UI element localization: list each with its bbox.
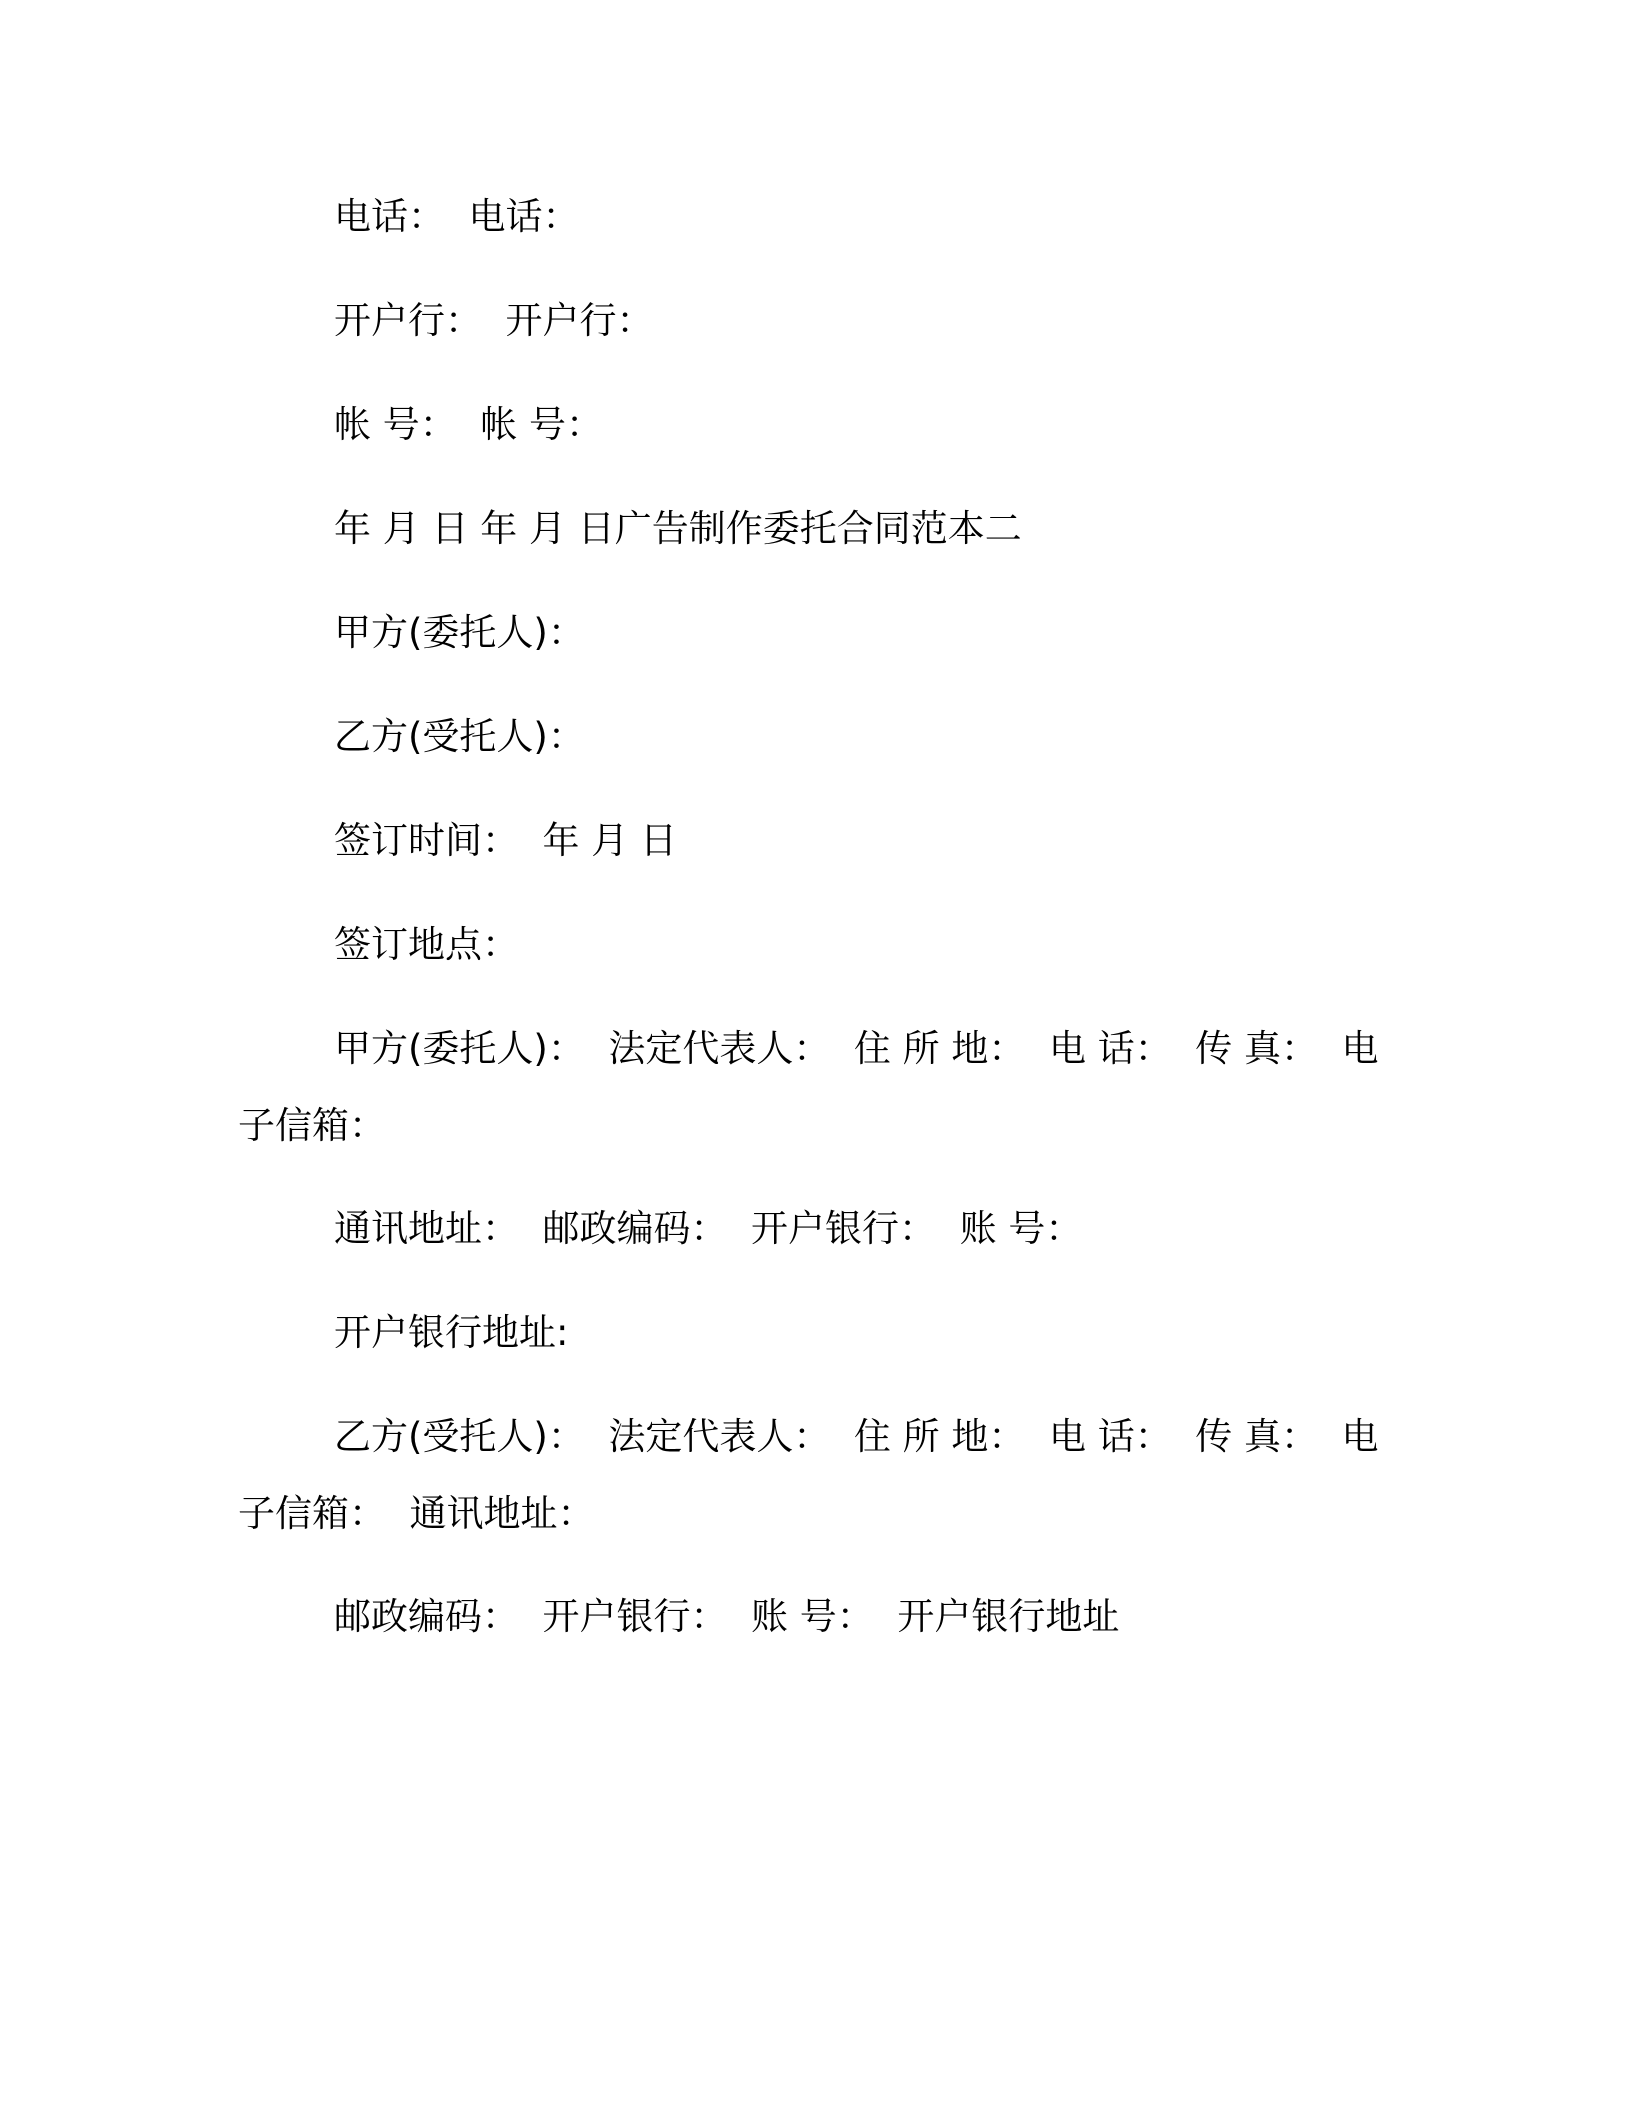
account-line: 帐 号： 帐 号： xyxy=(334,403,604,446)
party-b-details: 乙方(受托人)： 法定代表人： 住 所 地： 电 话： 传 真： 电子信箱： 通讯地址： xyxy=(238,1415,1379,1535)
signing-place-line: 签订地点： xyxy=(334,923,519,966)
party-a-details: 甲方(委托人)： 法定代表人： 住 所 地： 电 话： 传 真： 电子信箱： xyxy=(238,1027,1379,1147)
signing-time-line: 签订时间： 年 月 日 xyxy=(334,819,678,862)
party-b-bank-line: 邮政编码： 开户银行： 账 号： 开户银行地址 xyxy=(334,1595,1120,1638)
party-a-line: 甲方(委托人)： xyxy=(334,611,585,654)
phone-line: 电话： 电话： xyxy=(334,195,580,238)
bank-line: 开户行： 开户行： xyxy=(334,299,654,342)
party-b-line: 乙方(受托人)： xyxy=(334,715,585,758)
party-a-address-line: 通讯地址： 邮政编码： 开户银行： 账 号： xyxy=(334,1207,1083,1250)
date-and-title-line: 年 月 日 年 月 日广告制作委托合同范本二 xyxy=(334,507,1022,550)
party-a-bank-address: 开户银行地址: xyxy=(334,1311,569,1354)
